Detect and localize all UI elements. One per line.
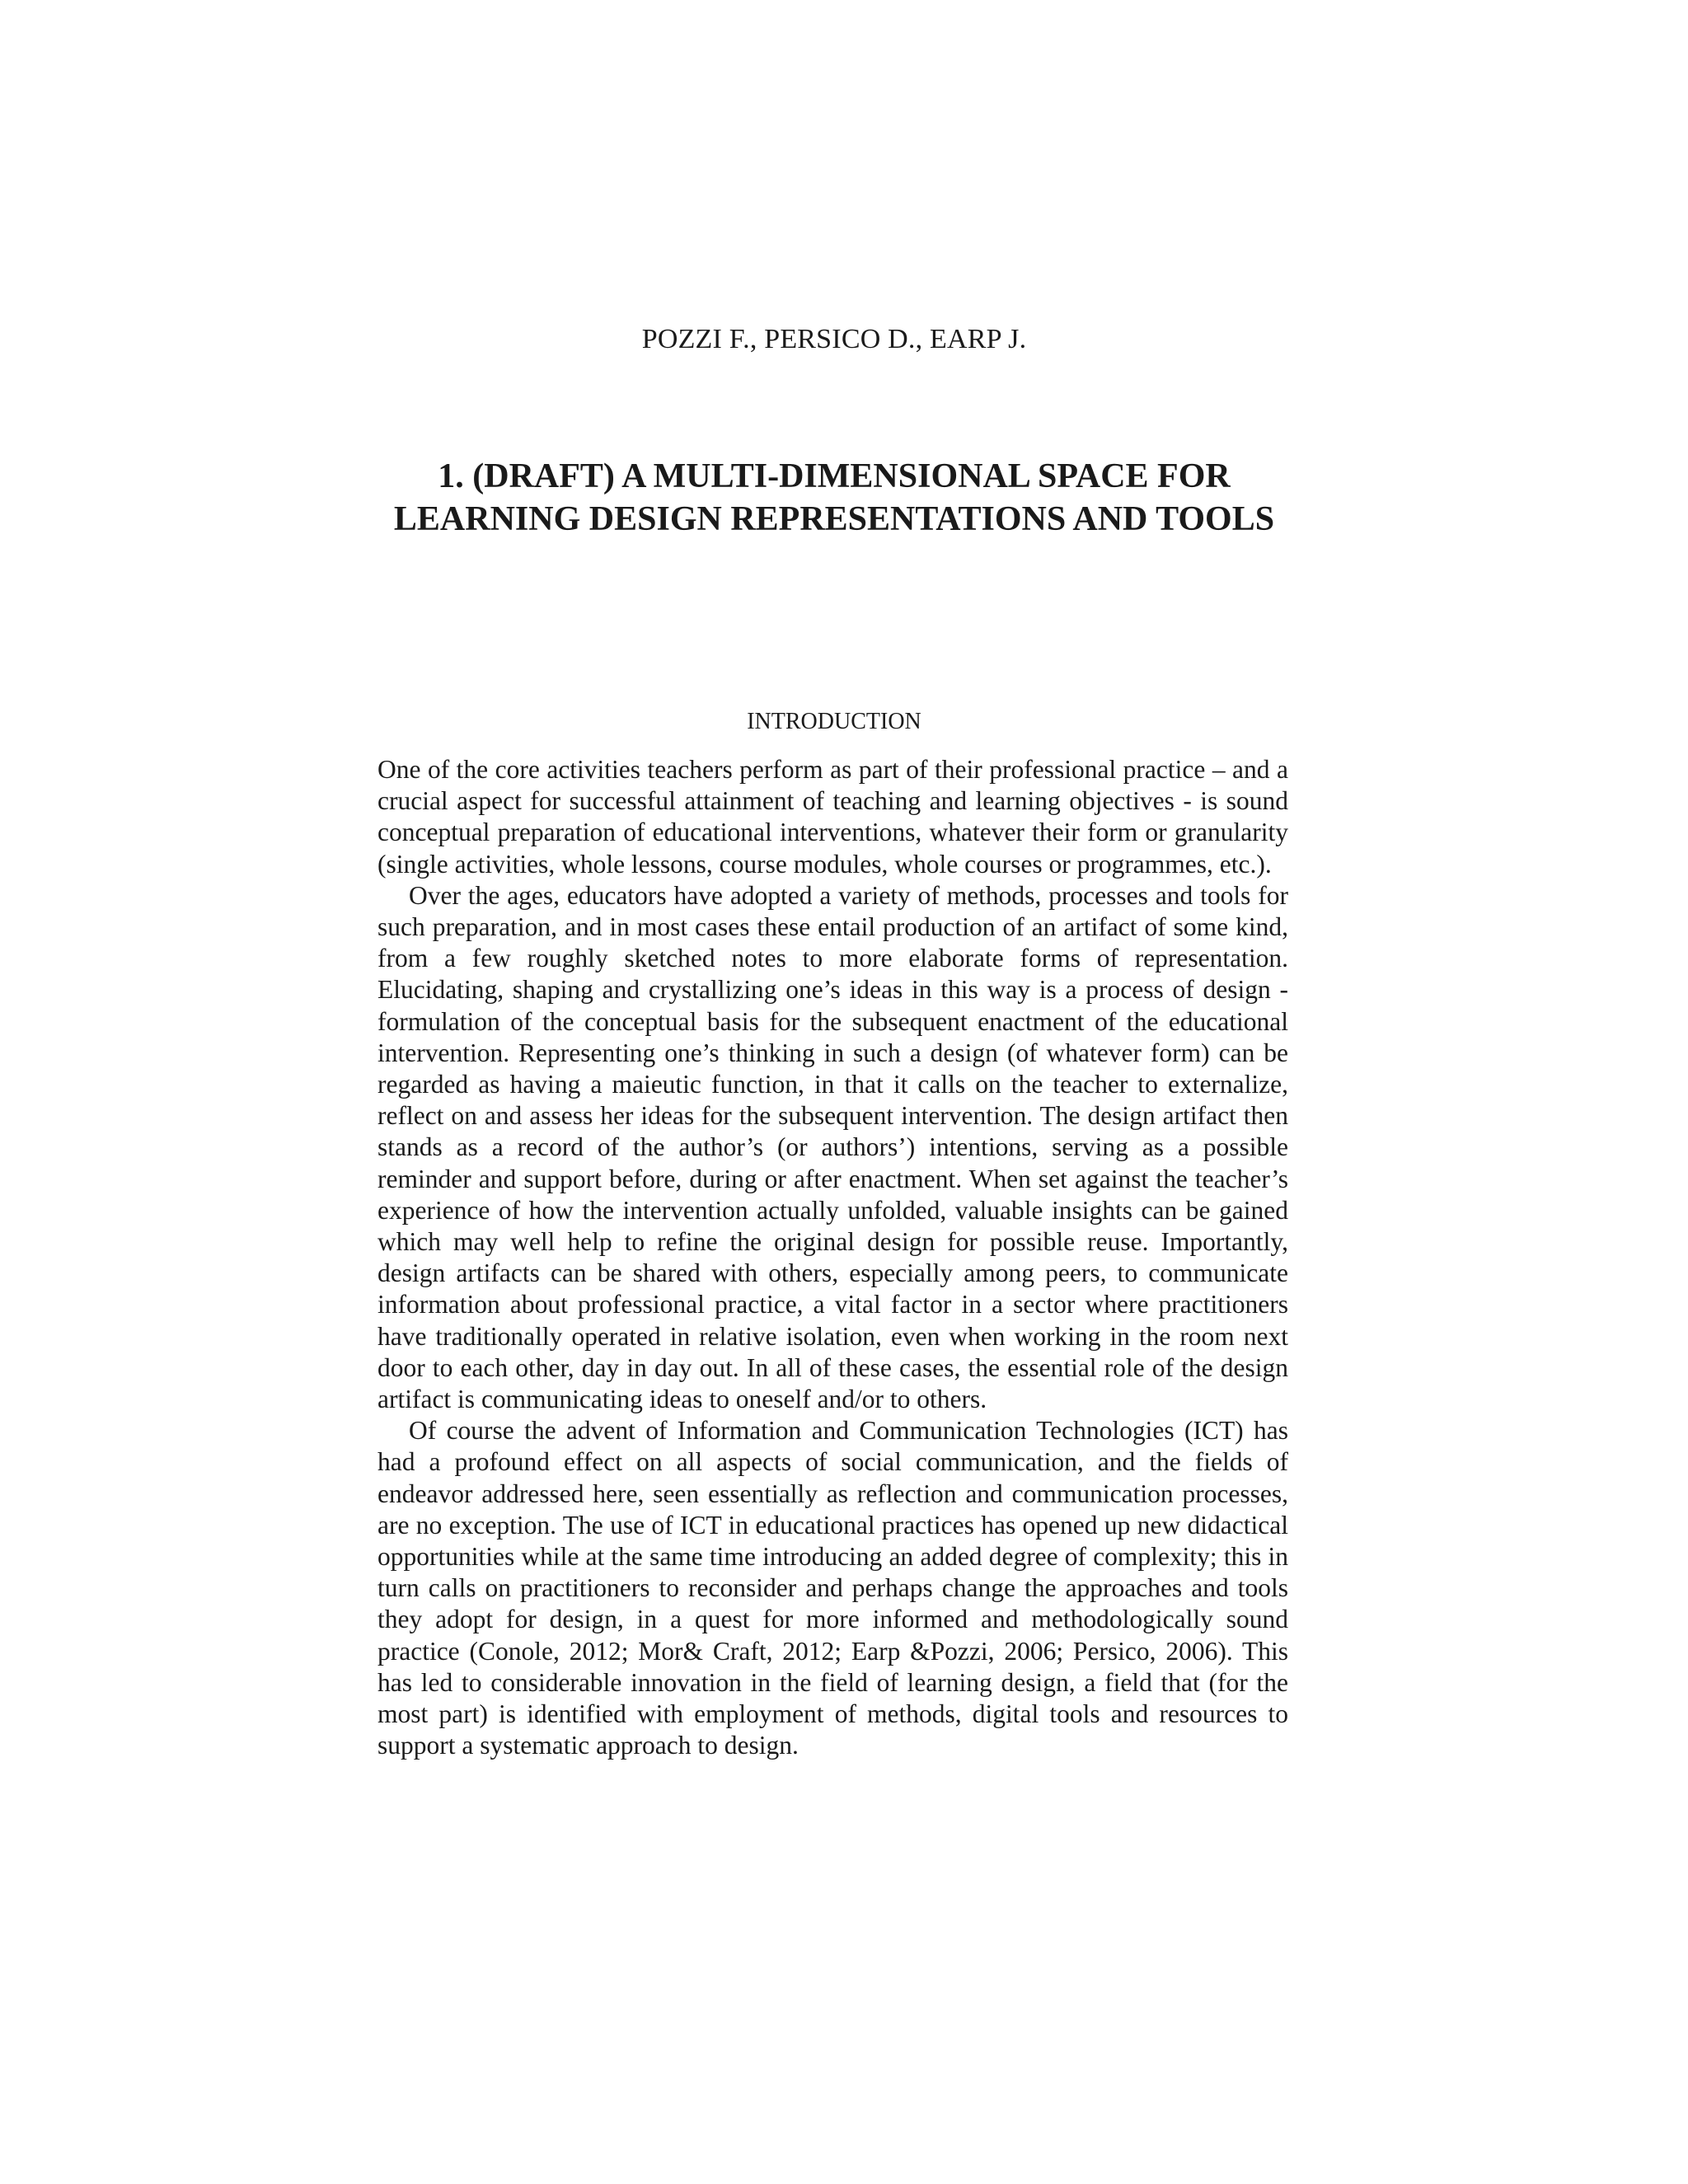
chapter-title	[0, 455, 1668, 541]
chapter-title-line-1: 1. (DRAFT) A MULTI-DIMENSIONAL SPACE FOR	[438, 457, 1231, 495]
body-text	[377, 754, 1288, 1762]
paragraph: One of the core activities teachers perform as part of their professional practice – and a crucial aspect for successful attainment of teaching and learning objectives - is sound conceptual preparation of educational interventions, whatever their form or granularity (single activities, whole lessons, course modules, whole courses or programmes, etc.).	[377, 755, 1288, 879]
paragraph: Over the ages, educators have adopted a variety of methods, processes and tools for such preparation, and in most cases these entail production of an artifact of some kind, from a few roughly sketched notes to more elaborate forms of representation. Elucidating, shaping and crystallizing one’s ideas in this way is a process of design - formulation of the conceptual basis for the subsequent enactment of the educational intervention. Representing one’s thinking in such a design (of whatever form) can be regarded as having a maieutic function, in that it calls on the teacher to externalize, reflect on and assess her ideas for the subsequent intervention. The design artifact then stands as a record of the author’s (or authors’) intentions, serving as a possible reminder and support before, during or after enactment. When set against the teacher’s experience of how the intervention actually unfolded, valuable insights can be gained which may well help to refine the original design for possible reuse. Importantly, design artifacts can be shared with others, especially among peers, to communicate information about professional practice, a vital factor in a sector where practitioners have traditionally operated in relative isolation, even when working in the room next door to each other, day in day out. In all of these cases, the essential role of the design artifact is communicating ideas to oneself and/or to others.	[377, 880, 1288, 1414]
paragraph: Of course the advent of Information and Communication Technologies (ICT) has had a profound effect on all aspects of social communication, and the fields of endeavor addressed here, seen essentially as reflection and communication processes, are no exception. The use of ICT in educational practices has opened up new didactical opportunities while at the same time introducing an added degree of complexity; this in turn calls on practitioners to reconsider and perhaps change the approaches and tools they adopt for design, in a quest for more informed and methodologically sound practice (Conole, 2012; Mor& Craft, 2012; Earp &Pozzi, 2006; Persico, 2006). This has led to considerable innovation in the field of learning design, a field that (for the most part) is identified with employment of methods, digital tools and resources to support a systematic approach to design.	[377, 1416, 1288, 1760]
chapter-title-line-2: LEARNING DESIGN REPRESENTATIONS AND TOOLS	[393, 500, 1275, 538]
section-heading: INTRODUCTION	[747, 709, 921, 734]
authors-line: POZZI F., PERSICO D., EARP J.	[641, 324, 1027, 354]
